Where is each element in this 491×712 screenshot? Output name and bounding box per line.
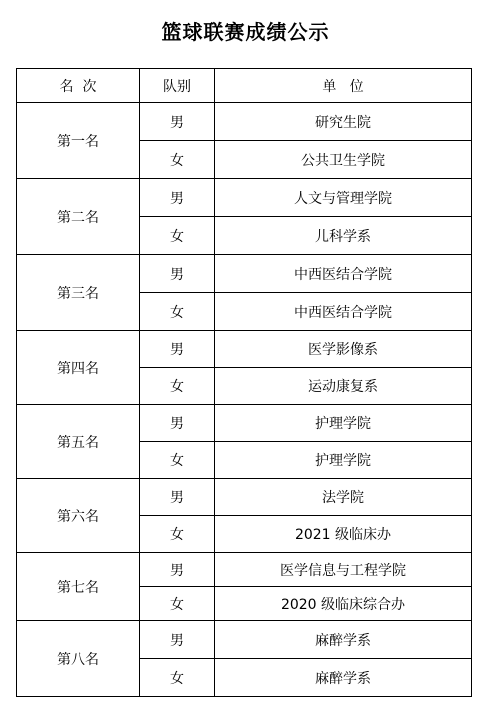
team-cell: 女 [140,659,215,697]
team-cell: 男 [140,255,215,293]
team-cell: 女 [140,141,215,179]
rank-cell: 第八名 [17,621,140,697]
unit-cell: 麻醉学系 [215,659,472,697]
table-row [17,179,472,217]
team-cell: 女 [140,516,215,553]
team-cell: 男 [140,103,215,141]
header-team: 队别 [140,69,215,103]
unit-cell: 医学信息与工程学院 [215,553,472,587]
unit-cell: 运动康复系 [215,368,472,405]
team-cell: 男 [140,405,215,442]
unit-cell: 护理学院 [215,405,472,442]
unit-cell: 2021 级临床办 [215,516,472,553]
table-row [17,255,472,293]
team-cell: 女 [140,217,215,255]
table-row [17,479,472,516]
unit-cell: 护理学院 [215,442,472,479]
team-cell: 男 [140,179,215,217]
rank-cell: 第二名 [17,179,140,255]
table-header-row [17,69,472,103]
table-row [17,103,472,141]
unit-cell: 麻醉学系 [215,621,472,659]
team-cell: 男 [140,331,215,368]
header-rank: 名 次 [17,69,140,103]
team-cell: 女 [140,442,215,479]
rank-cell: 第六名 [17,479,140,553]
unit-cell: 医学影像系 [215,331,472,368]
unit-cell: 2020 级临床综合办 [215,587,472,621]
unit-cell: 儿科学系 [215,217,472,255]
header-unit: 单 位 [215,69,472,103]
rank-cell: 第七名 [17,553,140,621]
team-cell: 女 [140,368,215,405]
rank-cell: 第四名 [17,331,140,405]
unit-cell: 中西医结合学院 [215,293,472,331]
unit-cell: 法学院 [215,479,472,516]
rank-cell: 第三名 [17,255,140,331]
team-cell: 男 [140,553,215,587]
team-cell: 女 [140,293,215,331]
unit-cell: 公共卫生学院 [215,141,472,179]
table-row [17,405,472,442]
table-row [17,553,472,587]
page-title: 篮球联赛成绩公示 [161,20,330,44]
rank-cell: 第一名 [17,103,140,179]
unit-cell: 研究生院 [215,103,472,141]
unit-cell: 中西医结合学院 [215,255,472,293]
unit-cell: 人文与管理学院 [215,179,472,217]
team-cell: 男 [140,621,215,659]
results-table [16,68,472,697]
rank-cell: 第五名 [17,405,140,479]
table-row [17,331,472,368]
team-cell: 女 [140,587,215,621]
table-row [17,621,472,659]
team-cell: 男 [140,479,215,516]
